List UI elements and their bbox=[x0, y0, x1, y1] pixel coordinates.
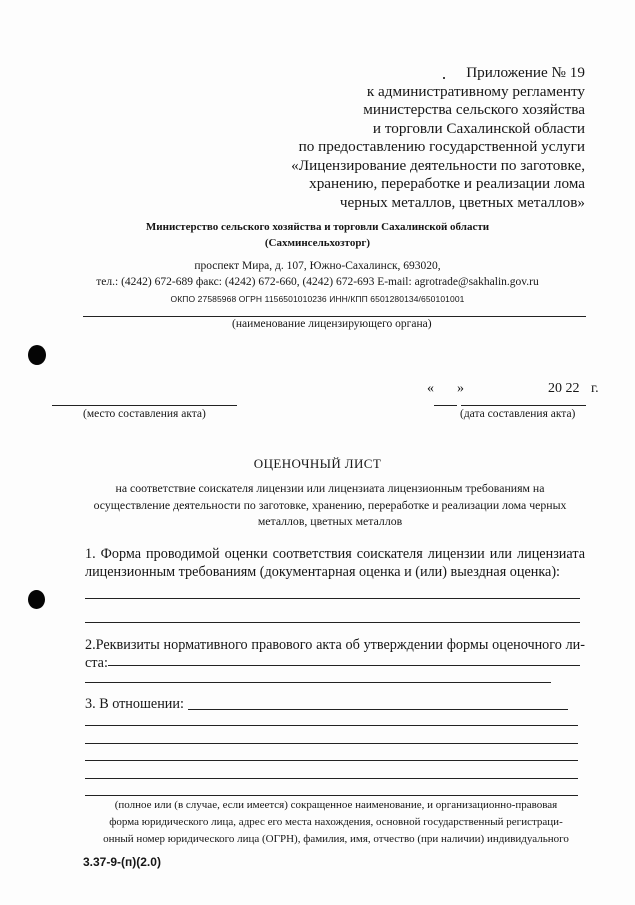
appendix-header bbox=[291, 64, 585, 212]
date-quote-open: « bbox=[427, 381, 434, 396]
ministry-name-line1: Министерство сельского хозяйства и торговли Сахалинской области bbox=[145, 221, 490, 233]
date-quote-close: » bbox=[457, 381, 464, 396]
appendix-line: и торговли Сахалинской области bbox=[372, 119, 585, 137]
section-2-blank-line bbox=[108, 665, 580, 666]
section-1-blank-line bbox=[85, 622, 580, 623]
section-3-blank-line bbox=[85, 760, 578, 761]
section-1-blank-line bbox=[85, 598, 580, 599]
date-line-short bbox=[434, 405, 457, 406]
ministry-address: проспект Мира, д. 107, Южно-Сахалинск, 693020, bbox=[194, 260, 441, 272]
section-2-line1: 2.Реквизиты нормативного правового акта об утверждении формы оценочного ли- bbox=[85, 637, 585, 653]
section-1-line2: лицензионным требованиям (документарная оценка и (или) выездная оценка): bbox=[85, 564, 560, 580]
section-3-blank-line bbox=[85, 795, 578, 796]
punch-hole-mark bbox=[28, 345, 46, 365]
licensing-body-line bbox=[83, 316, 586, 317]
ministry-name-line2: (Сахминсельхозторг) bbox=[264, 236, 371, 249]
appendix-line: черных металлов, цветных металлов» bbox=[339, 193, 585, 211]
appendix-line: министерства сельского хозяйства bbox=[363, 101, 585, 118]
section-1-line1: 1. Форма проводимой оценки соответствия соискателя лицензии или лицензиата bbox=[85, 546, 585, 562]
form-code: 3.37-9-(п)(2.0) bbox=[83, 855, 161, 869]
section-1 bbox=[85, 545, 585, 581]
ministry-contacts: тел.: (4242) 672-689 факс: (4242) 672-660, (4242) 672-693 E-mail: agrotrade@sakhalin.gov.ru bbox=[96, 276, 539, 288]
date-line bbox=[461, 405, 586, 406]
appendix-line: к административному регламенту bbox=[366, 82, 585, 100]
section-3-label: 3. В отношении: bbox=[85, 696, 184, 712]
licensing-body-label: (наименование лицензирующего органа) bbox=[232, 318, 432, 330]
ministry-registration-codes: ОКПО 27585968 ОГРН 1156501010236 ИНН/КПП 6501280134/650101001 bbox=[170, 294, 465, 304]
document-title: ОЦЕНОЧНЫЙ ЛИСТ bbox=[253, 456, 382, 471]
section-3-blank-line bbox=[85, 725, 578, 726]
section-2 bbox=[85, 636, 585, 672]
place-label: (место составления акта) bbox=[83, 408, 206, 420]
footnote-line: (полное или (в случае, если имеется) сокращенное наименование, и организационно-правовая bbox=[114, 799, 558, 811]
section-3-footnote bbox=[82, 797, 590, 848]
section-3-blank-line bbox=[85, 778, 578, 779]
appendix-line: хранению, переработке и реализации лома bbox=[309, 175, 585, 192]
appendix-line: Приложение № 19 bbox=[466, 64, 585, 81]
section-2-line2: ста: bbox=[85, 655, 108, 671]
punch-hole-mark bbox=[28, 590, 45, 609]
date-label: (дата составления акта) bbox=[460, 408, 576, 420]
ministry-name bbox=[0, 220, 635, 251]
date-year: 20 22 bbox=[548, 381, 580, 396]
date-year-suffix: г. bbox=[591, 381, 599, 396]
footnote-line: онный номер юридического лица (ОГРН), фамилия, имя, отчество (при наличии) индивидуального bbox=[103, 833, 569, 845]
appendix-line: по предоставлению государственной услуги bbox=[298, 138, 585, 155]
place-line bbox=[52, 405, 237, 406]
document-subtitle: на соответствие соискателя лицензии или лицензиата лицензионным требованиям на осуществление деятельности по заготовке, хранению, переработке и реализации лома черных металлов, цветных металлов bbox=[93, 481, 567, 528]
appendix-line: «Лицензирование деятельности по заготовке, bbox=[291, 156, 585, 174]
footnote-line: форма юридического лица, адрес его места нахождения, основной государственный регистраци- bbox=[109, 816, 563, 828]
section-3-blank-line bbox=[188, 709, 568, 710]
section-2-blank-line bbox=[85, 682, 551, 683]
section-3-blank-line bbox=[85, 743, 578, 744]
